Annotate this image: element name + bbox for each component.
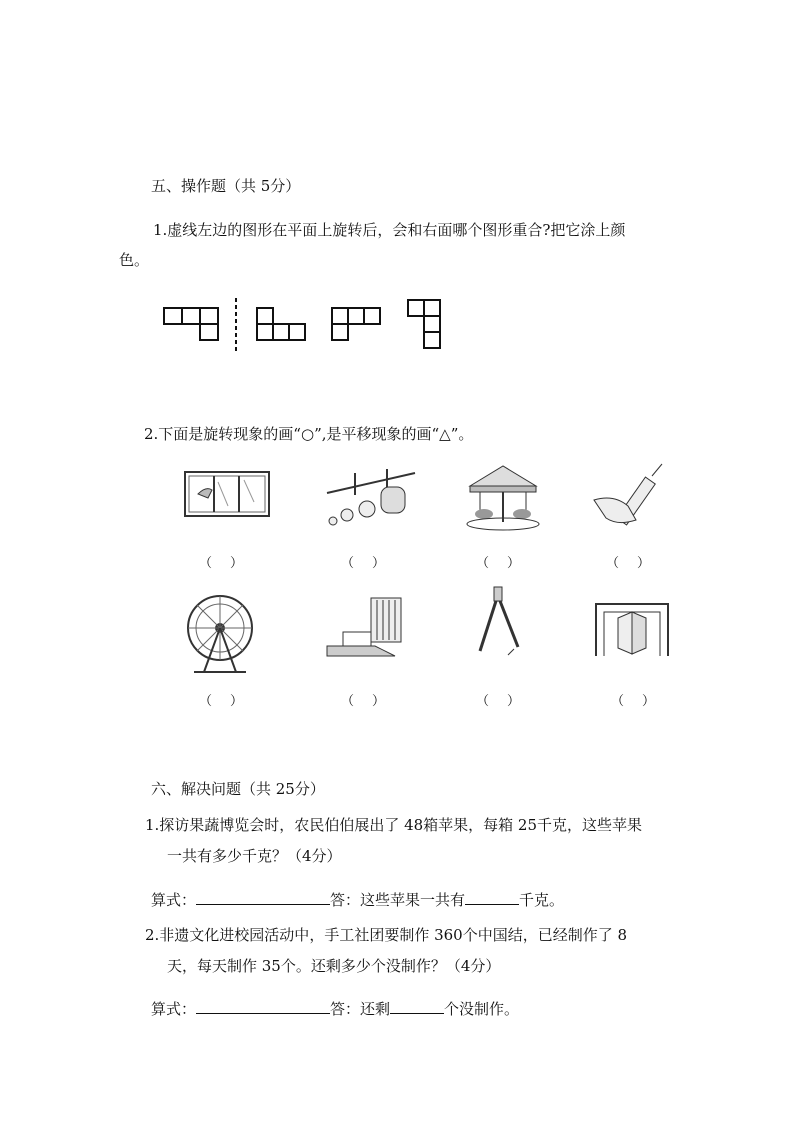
answer-blank-4[interactable]: （ ） [606, 556, 650, 571]
question-1-line-1: 1.虚线左边的图形在平面上旋转后，会和右面哪个图形重合?把它涂上颜 [153, 221, 626, 239]
problem-2-line-2: 天，每天制作 35个。还剩多少个没制作？（4分） [167, 957, 501, 975]
answer-blank-remaining[interactable] [390, 999, 444, 1014]
ferris-wheel-icon [182, 592, 258, 676]
problem-2-answer-line [151, 999, 519, 1019]
question-1-line-2: 色。 [119, 251, 150, 269]
window-cleaning-icon [184, 470, 272, 520]
problem-1-line-1: 1.探访果蔬博览会时，农民伯伯展出了 48箱苹果，每箱 25千克，这些苹果 [145, 816, 643, 834]
left-shape-cell [200, 324, 218, 340]
problem-1-line-2: 一共有多少千克？（4分） [167, 847, 342, 865]
answer-blank-7[interactable]: （ ） [476, 694, 520, 709]
conveyor-box-icon [325, 596, 405, 660]
answer-blank-6[interactable]: （ ） [341, 694, 385, 709]
answer-blank-kg[interactable] [465, 890, 519, 905]
problem-2-line-1: 2.非遗文化进校园活动中，手工社团要制作 360个中国结，已经制作了 8 [145, 926, 628, 944]
section-title-problems: 六、解决问题（共 25分） [151, 780, 325, 798]
answer-prefix: 答：还剩 [330, 1000, 391, 1018]
left-shape-cell [182, 308, 200, 324]
answer-blank-3[interactable]: （ ） [476, 556, 520, 571]
answer-blank-1[interactable]: （ ） [199, 556, 243, 571]
section-title-operations: 五、操作题（共 5分） [151, 177, 301, 195]
carousel-icon [462, 462, 544, 534]
option-shape-a [257, 308, 305, 340]
option-shape-b [332, 308, 380, 340]
compass-icon [474, 585, 528, 663]
syringe-icon [592, 462, 666, 536]
answer-blank-8[interactable]: （ ） [611, 694, 655, 709]
left-shape-cell [164, 308, 182, 324]
rotation-shapes-figure [160, 296, 450, 356]
answer-suffix: 个没制作。 [444, 1000, 520, 1018]
formula-label: 算式： [151, 891, 197, 909]
answer-suffix: 千克。 [519, 891, 565, 909]
answer-blank-2[interactable]: （ ） [341, 556, 385, 571]
revolving-door-icon [594, 600, 670, 662]
question-2-instruction: 2.下面是旋转现象的画“○”,是平移现象的画“△”。 [144, 425, 474, 443]
option-shape-c [408, 300, 440, 348]
left-shape-cell [200, 308, 218, 324]
formula-label: 算式： [151, 1000, 197, 1018]
answer-prefix: 答：这些苹果一共有 [330, 891, 466, 909]
cable-car-icon [325, 465, 417, 527]
formula-blank-2[interactable] [196, 999, 330, 1014]
problem-1-answer-line [151, 890, 564, 910]
formula-blank-1[interactable] [196, 890, 330, 905]
answer-blank-5[interactable]: （ ） [199, 694, 243, 709]
